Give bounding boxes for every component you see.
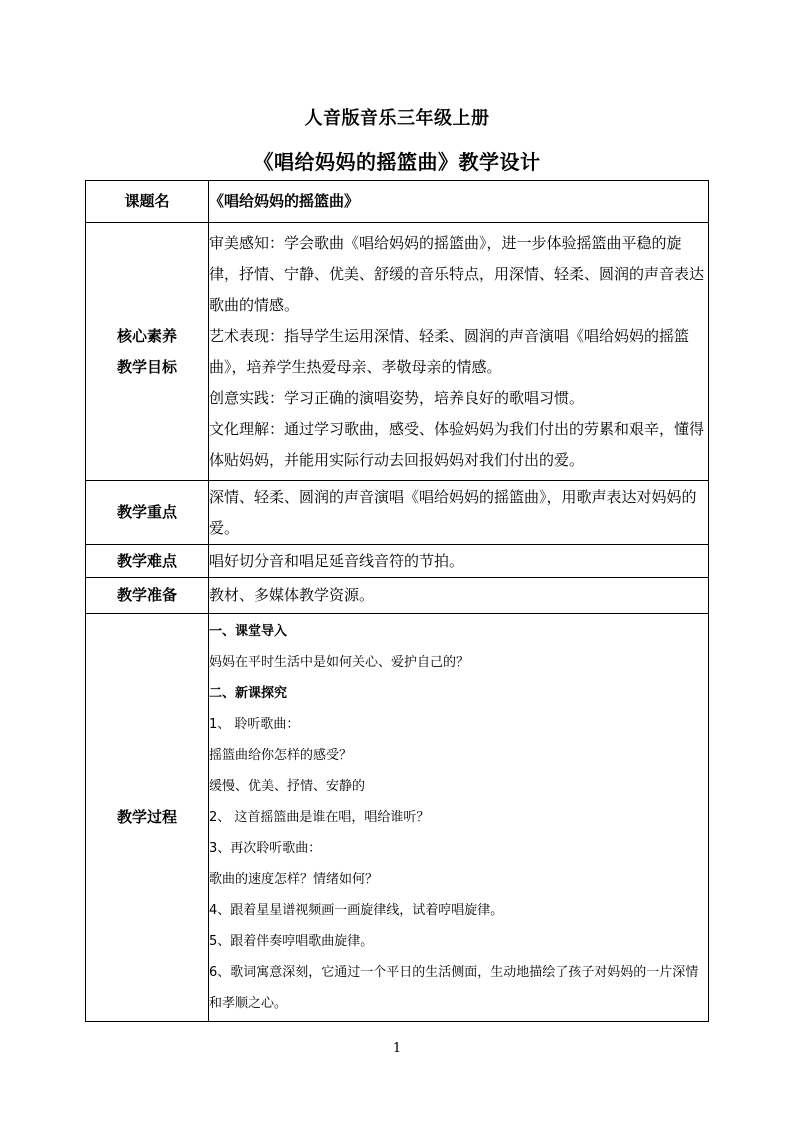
- process-line: 歌曲的速度怎样？情绪如何？: [209, 872, 379, 887]
- goal-practice: 创意实践：学习正确的演唱姿势，培养良好的歌唱习惯。: [209, 388, 585, 407]
- process-line: 1、 聆听歌曲：: [209, 717, 300, 732]
- process-line: 6、歌词寓意深刻，它通过一个平日的生活侧面，生动地描绘了孩子对妈妈的一片深情和孝顺之心。: [209, 965, 699, 1011]
- document-title: 人音版音乐三年级上册: [304, 108, 490, 129]
- process-line: 一、课堂导入: [209, 624, 288, 639]
- process-line: 二、新课探究: [209, 686, 288, 701]
- process-line: 3、再次聆听歌曲：: [209, 841, 322, 856]
- prep-value: 教材、多媒体教学资源。: [209, 578, 709, 614]
- table-row: [86, 481, 709, 545]
- document-subtitle: 《唱给妈妈的摇篮曲》教学设计: [253, 150, 541, 174]
- process-line: 缓慢、优美、抒情、安静的: [209, 779, 366, 794]
- page-number: 1: [392, 1041, 402, 1056]
- key-value: 深情、轻柔、圆润的声音演唱《唱给妈妈的摇篮曲》，用歌声表达对妈妈的爱。: [209, 481, 709, 545]
- process-label: 教学过程: [86, 614, 209, 1022]
- difficulty-value: 唱好切分音和唱足延音线音符的节拍。: [209, 545, 709, 578]
- lesson-plan-table: [85, 180, 709, 1022]
- table-row: [86, 223, 709, 481]
- process-line: 妈妈在平时生活中是如何关心、爱护自己的？: [209, 655, 470, 670]
- difficulty-label: 教学难点: [86, 545, 209, 578]
- process-line: 2、 这首摇篮曲是谁在唱，唱给谁听？: [209, 810, 430, 825]
- goals-label-line2: 教学目标: [116, 357, 177, 376]
- process-line: 5、跟着伴奏哼唱歌曲旋律。: [209, 934, 374, 949]
- goal-aesthetic: 审美感知：学会歌曲《唱给妈妈的摇篮曲》，进一步体验摇篮曲平稳的旋律，抒情、宁静、优美、舒缓的音乐特点，用深情、轻柔、圆润的声音表达歌曲的情感。: [209, 233, 705, 314]
- table-row: [86, 578, 709, 614]
- key-label: 教学重点: [86, 481, 209, 545]
- goals-label-line1: 核心素养: [116, 326, 177, 345]
- topic-label: 课题名: [86, 181, 209, 223]
- goal-expression: 艺术表现：指导学生运用深情、轻柔、圆润的声音演唱《唱给妈妈的摇篮曲》，培养学生热爱母亲、孝敬母亲的情感。: [209, 326, 690, 376]
- table-row: [86, 181, 709, 223]
- goals-content: [209, 223, 709, 481]
- table-row: [86, 545, 709, 578]
- table-row: [86, 614, 709, 1022]
- topic-value: 《唱给妈妈的摇篮曲》: [209, 181, 709, 223]
- process-content: [209, 614, 709, 1022]
- prep-label: 教学准备: [86, 578, 209, 614]
- goal-culture: 文化理解：通过学习歌曲，感受、体验妈妈为我们付出的劳累和艰辛，懂得体贴妈妈，并能用实际行动去回报妈妈对我们付出的爱。: [209, 419, 705, 469]
- goals-label: [86, 223, 209, 481]
- process-line: 摇篮曲给你怎样的感受？: [209, 748, 353, 763]
- process-line: 4、跟着星星谱视频画一画旋律线，试着哼唱旋律。: [209, 903, 504, 918]
